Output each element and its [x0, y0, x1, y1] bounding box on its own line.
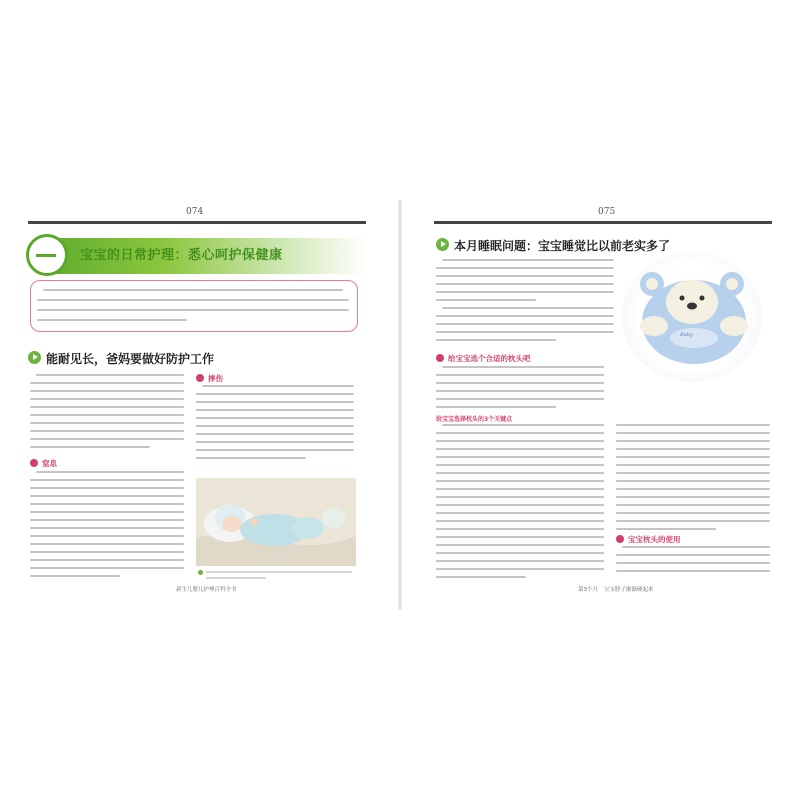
right-header-rule [434, 221, 772, 224]
right-heading: 本月睡眠问题：宝宝睡觉比以前老实多了 [454, 239, 671, 253]
pillow-use-icon [616, 535, 624, 543]
intro-box [30, 280, 358, 332]
section-title: 宝宝的日常护理：悉心呵护保健康 [80, 248, 283, 263]
book-spine [398, 200, 402, 610]
pillow-tip-icon [436, 354, 444, 362]
choke-warning-icon [30, 459, 38, 467]
left-page-number: 074 [186, 207, 204, 217]
baby-pillow-photo [622, 252, 762, 382]
sub-heading-choose-pillow: 给宝宝选个合适的枕头吧 [448, 354, 531, 363]
left-footer: 新生儿婴儿护理百科全书 [176, 587, 237, 593]
section-dash-icon [36, 254, 56, 257]
right-page-number: 075 [598, 207, 616, 217]
sub-heading-choke: 窒息 [42, 459, 57, 468]
pillow-key-points-label: 给宝宝选择枕头的3个关键点 [436, 416, 513, 423]
sleeping-baby-photo [196, 478, 356, 566]
caption-bullet-icon [198, 570, 203, 575]
left-heading: 能耐见长，爸妈要做好防护工作 [46, 352, 215, 366]
heading-arrow-icon [28, 351, 41, 364]
sub-heading-fall: 摔伤 [208, 374, 223, 383]
sleep-heading-arrow-icon [436, 238, 449, 251]
left-header-rule [28, 221, 366, 224]
right-footer-chapter: 第3个月 [578, 587, 598, 593]
right-footer-title: 宝宝脖子渐渐硬起来 [604, 587, 654, 593]
sub-heading-pillow-use: 宝宝枕头的使用 [628, 535, 681, 544]
fall-warning-icon [196, 374, 204, 382]
pillow-label: Baby [680, 332, 693, 338]
